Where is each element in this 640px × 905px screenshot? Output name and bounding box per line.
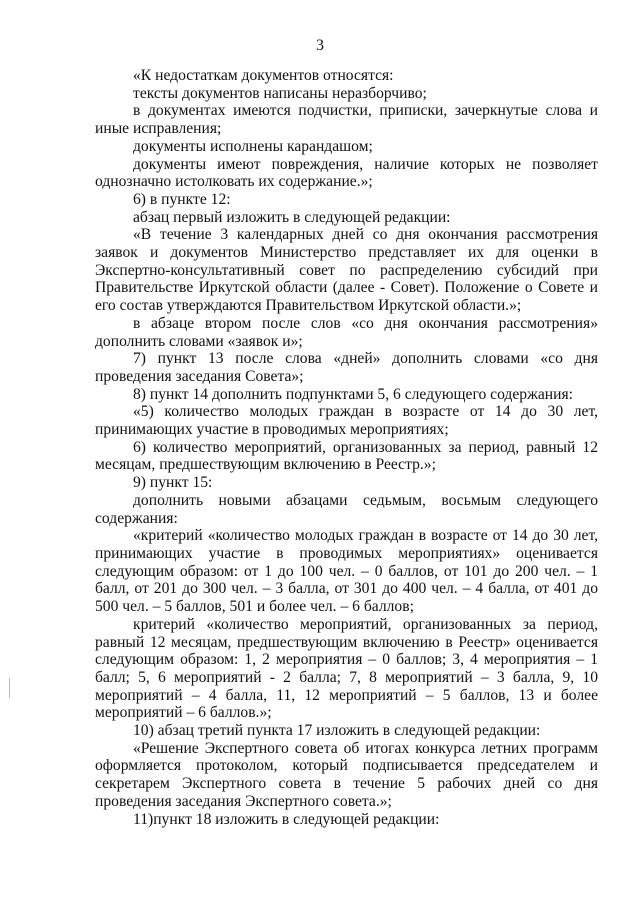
paragraph: документы имеют повреждения, наличие которых не позволяет однозначно истолковать их содержание.»; bbox=[95, 155, 598, 191]
paragraph: 7) пункт 13 после слова «дней» дополнить словами «со дня проведения заседания Совета»; bbox=[95, 350, 598, 385]
paragraph: критерий «количество мероприятий, организованных за период, равный 12 месяцам, предшествующим включению в Реестр» оценивается следующим образом: 1, 2 мероприятия – 0 баллов; 3, 4 мероприятия – 1 балл; 5, 6 мероприятий - 2 балла; 7, 8 мероприятий – 3 балла, 9, 10 мероприятий – 4 балла, 11, 12 мероприятий – 5 баллов, 13 и более мероприятий – 6 баллов.»; bbox=[95, 615, 598, 722]
paragraph: «К недостаткам документов относятся: bbox=[133, 67, 394, 84]
paragraph: 6) количество мероприятий, организованных за период, равный 12 месяцам, предшествующим включению в Реестр.»; bbox=[95, 438, 598, 474]
page-number: 3 bbox=[316, 37, 324, 54]
paragraph: дополнить новыми абзацами седьмым, восьмым следующего содержания: bbox=[95, 491, 598, 527]
paragraph: 11)пункт 18 изложить в следующей редакции: bbox=[133, 810, 440, 828]
paragraph: абзац первый изложить в следующей редакции: bbox=[133, 208, 451, 226]
paragraph: 8) пункт 14 дополнить подпунктами 5, 6 следующего содержания: bbox=[133, 385, 573, 403]
paragraph: 6) в пункте 12: bbox=[133, 190, 231, 208]
paragraph: «критерий «количество молодых граждан в возрасте от 14 до 30 лет, принимающих участие в проводимых мероприятиях» оценивается следующим образом: от 1 до 100 чел. – 0 баллов, от 101 до 200 чел. – 1 балл, от 201 до 300 чел. – 3 балла, от 301 до 400 чел. – 4 балла, от 401 до 500 чел. – 5 баллов, 501 и более чел. – 6 баллов; bbox=[95, 527, 598, 616]
paragraph: 10) абзац третий пункта 17 изложить в следующей редакции: bbox=[133, 722, 541, 740]
paragraph: «Решение Экспертного совета об итогах конкурса летних программ оформляется протоколом, который подписывается председателем и секретарем Экспертного совета в течение 5 рабочих дней со дня проведения заседания Экспертного совета.»; bbox=[95, 739, 598, 810]
paragraph: документы исполнены карандашом; bbox=[133, 137, 373, 155]
paragraph: в документах имеются подчистки, приписки, зачеркнутые слова и иные исправления; bbox=[95, 102, 598, 138]
paragraph: в абзаце втором после слов «со дня окончания рассмотрения» дополнить словами «заявок и»; bbox=[95, 314, 598, 350]
paragraph: 9) пункт 15: bbox=[133, 474, 213, 492]
paragraph: «В течение 3 календарных дней со дня окончания рассмотрения заявок и документов Министерство представляет их для оценки в Экспертно-консультативный совет по распределению субсидий при Правительстве Иркутской области (далее - Совет). Положение о Совете и его состав утверждаются Правительством Иркутской области.»; bbox=[95, 226, 598, 315]
paragraph: тексты документов написаны неразборчиво; bbox=[133, 84, 427, 102]
scan-margin-mark bbox=[9, 678, 10, 698]
paragraph: «5) количество молодых граждан в возрасте от 14 до 30 лет, принимающих участие в проводимых мероприятиях; bbox=[95, 403, 598, 439]
document-body bbox=[95, 67, 598, 828]
